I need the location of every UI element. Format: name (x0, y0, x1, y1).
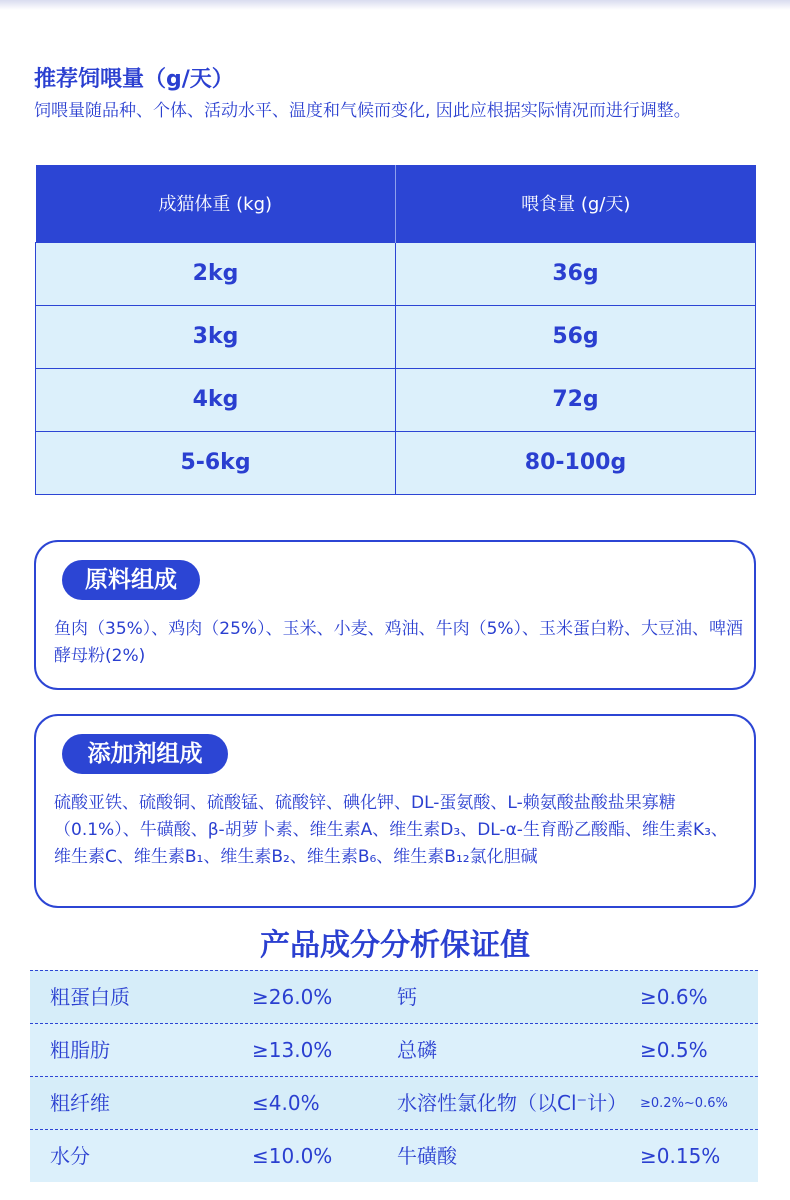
weight-cell: 5-6kg (36, 431, 396, 494)
header-amount: 喂食量 (g/天) (396, 165, 756, 242)
nutrient-name: 总磷 (397, 1038, 437, 1062)
weight-cell: 2kg (36, 242, 396, 305)
additives-text: 硫酸亚铁、硫酸铜、硫酸锰、硫酸锌、碘化钾、DL-蛋氨酸、L-赖氨酸盐酸盐果寡糖（0.1%）、牛磺酸、β-胡萝卜素、维生素A、维生素D₃、DL-α-生育酚乙酸酯、维生素K₃、维生素C、维生素B₁、维生素B₂、维生素B₆、维生素B₁₂氯化胆碱 (54, 793, 728, 867)
nutrient-name: 水分 (50, 1144, 90, 1168)
nutrient-value: ≥26.0% (252, 985, 333, 1009)
nutrient-name: 粗脂肪 (50, 1038, 110, 1062)
ingredients-text: 鱼肉（35%）、鸡肉（25%）、玉米、小麦、鸡油、牛肉（5%）、玉米蛋白粉、大豆油、啤酒酵母粉(2%) (54, 619, 744, 666)
feeding-title: 推荐饲喂量（g/天） (34, 67, 234, 92)
additives-title: 添加剂组成 (62, 734, 228, 774)
feeding-table (35, 165, 756, 495)
nutrient-name: 牛磺酸 (397, 1144, 457, 1168)
weight-cell: 3kg (36, 305, 396, 368)
ingredients-card (34, 540, 756, 690)
table-row (30, 1023, 758, 1076)
nutrient-value: ≤10.0% (252, 1144, 333, 1168)
amount-cell: 36g (396, 242, 756, 305)
table-row (36, 305, 756, 368)
nutrient-value: ≥0.15% (640, 1144, 721, 1168)
additives-card (34, 714, 756, 908)
nutrient-name: 粗纤维 (50, 1091, 110, 1115)
weight-cell: 4kg (36, 368, 396, 431)
nutrient-value: ≥0.6% (640, 985, 708, 1009)
nutrient-value: ≤4.0% (252, 1091, 320, 1115)
nutrient-value: ≥0.5% (640, 1038, 708, 1062)
table-row (30, 1076, 758, 1129)
analysis-table (30, 970, 758, 1182)
nutrient-value: ≥13.0% (252, 1038, 333, 1062)
amount-cell: 80-100g (396, 431, 756, 494)
analysis-title: 产品成分分析保证值 (260, 928, 530, 963)
top-shadow (0, 0, 790, 10)
feeding-table-header (36, 165, 756, 242)
ingredients-title: 原料组成 (62, 560, 200, 600)
nutrient-name: 钙 (397, 985, 417, 1009)
nutrient-name: 粗蛋白质 (50, 985, 130, 1009)
amount-cell: 72g (396, 368, 756, 431)
table-row (30, 970, 758, 1023)
table-row (36, 431, 756, 494)
table-row (36, 242, 756, 305)
nutrient-name: 水溶性氯化物（以Cl⁻计） (397, 1091, 628, 1115)
amount-cell: 56g (396, 305, 756, 368)
table-row (30, 1129, 758, 1182)
header-weight: 成猫体重 (kg) (36, 165, 396, 242)
table-row (36, 368, 756, 431)
feeding-description: 饲喂量随品种、个体、活动水平、温度和气候而变化, 因此应根据实际情况而进行调整。 (34, 101, 691, 121)
nutrient-value: ≥0.2%~0.6% (640, 1096, 728, 1111)
